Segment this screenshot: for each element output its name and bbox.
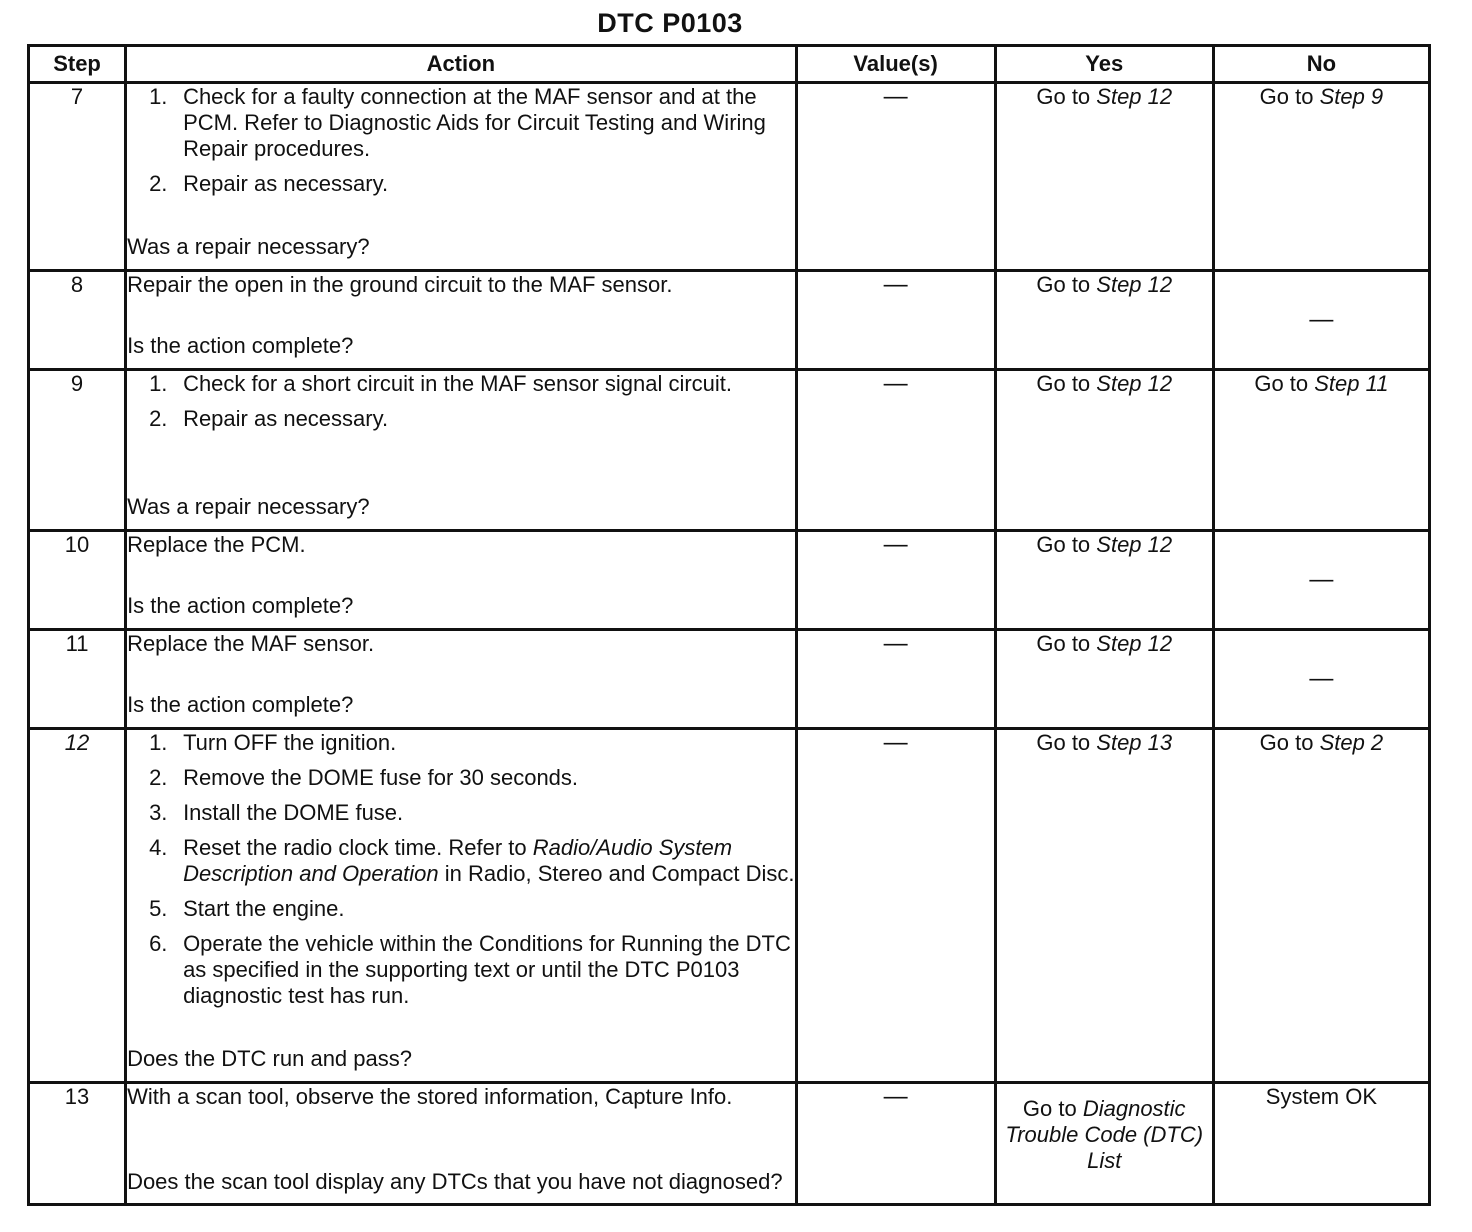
action-list xyxy=(127,371,794,441)
list-item xyxy=(149,765,794,791)
yes-step-link[interactable]: Step 12 xyxy=(1096,371,1173,396)
yes-cell xyxy=(995,531,1213,630)
dtc-table xyxy=(27,44,1431,1206)
action-text: With a scan tool, observe the stored information, Capture Info. xyxy=(127,1084,733,1109)
list-item xyxy=(149,84,794,162)
yes-step-link[interactable]: Step 12 xyxy=(1096,631,1173,656)
value-dash: — xyxy=(883,729,908,756)
value-dash: — xyxy=(883,271,908,298)
header-yes: Yes xyxy=(995,46,1213,83)
no-result: System OK xyxy=(1265,1084,1378,1109)
list-item xyxy=(149,171,794,197)
yes-step-link[interactable]: Step 13 xyxy=(1096,730,1173,755)
yes-step-link[interactable]: Step 12 xyxy=(1096,532,1173,557)
yes-prefix: Go to xyxy=(1022,1096,1083,1121)
value-cell xyxy=(796,630,995,729)
no-cell xyxy=(1213,729,1429,1083)
value-cell xyxy=(796,83,995,271)
list-item xyxy=(149,406,794,432)
step-number: 10 xyxy=(29,531,126,630)
table-row xyxy=(29,630,1430,729)
step-number: 11 xyxy=(29,630,126,729)
item-text: Repair as necessary. xyxy=(183,171,389,196)
action-cell xyxy=(126,630,796,729)
action-cell xyxy=(126,271,796,370)
table-row xyxy=(29,531,1430,630)
action-text: Replace the PCM. xyxy=(127,532,306,557)
no-cell xyxy=(1213,630,1429,729)
action-cell xyxy=(126,83,796,271)
header-value: Value(s) xyxy=(796,46,995,83)
value-dash: — xyxy=(883,531,908,558)
item-text: Install the DOME fuse. xyxy=(183,800,404,825)
yes-prefix: Go to xyxy=(1036,84,1097,109)
item-text-post: in Radio, Stereo and Compact Disc. xyxy=(438,861,795,886)
no-cell xyxy=(1213,531,1429,630)
item-text: Start the engine. xyxy=(183,896,345,921)
reference-link[interactable]: Radio/Audio System Description and Operation xyxy=(183,835,733,886)
step-number: 12 xyxy=(29,729,126,1083)
yes-step-link[interactable]: Diagnostic Trouble Code (DTC) List xyxy=(1005,1096,1204,1173)
action-list xyxy=(127,84,794,206)
yes-prefix: Go to xyxy=(1036,272,1097,297)
no-dash: — xyxy=(1309,566,1334,593)
header-row xyxy=(29,46,1430,83)
action-question: Is the action complete? xyxy=(127,692,354,717)
item-text xyxy=(183,835,794,887)
yes-prefix: Go to xyxy=(1036,730,1097,755)
table-row xyxy=(29,729,1430,1083)
item-text: Check for a faulty connection at the MAF sensor and at the PCM. Refer to Diagnostic Aids for Circuit Testing and Wiring Repair procedures. xyxy=(183,84,766,161)
action-cell xyxy=(126,370,796,531)
step-number: 8 xyxy=(29,271,126,370)
table-row xyxy=(29,83,1430,271)
yes-cell xyxy=(995,83,1213,271)
table-row xyxy=(29,271,1430,370)
item-text-pre: Reset the radio clock time. Refer to xyxy=(183,835,533,860)
item-number: 1. xyxy=(149,730,168,755)
step-number: 7 xyxy=(29,83,126,271)
yes-cell xyxy=(995,630,1213,729)
yes-prefix: Go to xyxy=(1036,371,1097,396)
no-step-link[interactable]: Step 9 xyxy=(1319,84,1384,109)
item-number: 5. xyxy=(149,896,168,921)
no-prefix: Go to xyxy=(1259,84,1320,109)
item-number: 2. xyxy=(149,765,168,790)
item-number: 3. xyxy=(149,800,168,825)
table-row xyxy=(29,1083,1430,1205)
no-dash: — xyxy=(1309,665,1334,692)
header-no: No xyxy=(1213,46,1429,83)
no-step-link[interactable]: Step 11 xyxy=(1314,371,1389,396)
list-item xyxy=(149,835,794,887)
item-text: Repair as necessary. xyxy=(183,406,389,431)
item-number: 4. xyxy=(149,835,168,860)
item-text: Operate the vehicle within the Conditions for Running the DTC as specified in the supporting text or until the DTC P0103 diagnostic test has run. xyxy=(183,931,791,1008)
no-prefix: Go to xyxy=(1254,371,1315,396)
action-list xyxy=(127,730,794,1018)
value-dash: — xyxy=(883,370,908,397)
list-item xyxy=(149,371,794,397)
value-dash: — xyxy=(883,1083,908,1110)
no-cell xyxy=(1213,370,1429,531)
no-dash: — xyxy=(1309,306,1334,333)
item-number: 2. xyxy=(149,171,168,196)
item-number: 2. xyxy=(149,406,168,431)
list-item xyxy=(149,730,794,756)
item-number: 1. xyxy=(149,371,168,396)
value-cell xyxy=(796,531,995,630)
action-question: Does the DTC run and pass? xyxy=(127,1046,412,1071)
yes-prefix: Go to xyxy=(1036,631,1097,656)
action-question: Is the action complete? xyxy=(127,593,354,618)
action-question: Does the scan tool display any DTCs that you have not diagnosed? xyxy=(127,1169,783,1194)
action-cell xyxy=(126,531,796,630)
action-question: Was a repair necessary? xyxy=(127,234,370,259)
value-cell xyxy=(796,370,995,531)
item-text: Turn OFF the ignition. xyxy=(183,730,397,755)
action-cell xyxy=(126,729,796,1083)
value-cell xyxy=(796,1083,995,1205)
action-cell xyxy=(126,1083,796,1205)
yes-cell xyxy=(995,271,1213,370)
yes-step-link[interactable]: Step 12 xyxy=(1096,84,1173,109)
table-row xyxy=(29,370,1430,531)
action-text: Replace the MAF sensor. xyxy=(127,631,375,656)
list-item xyxy=(149,800,794,826)
no-cell xyxy=(1213,1083,1429,1205)
no-cell xyxy=(1213,271,1429,370)
no-prefix: Go to xyxy=(1259,730,1320,755)
page-title: DTC P0103 xyxy=(597,8,743,38)
no-step-link[interactable]: Step 2 xyxy=(1319,730,1384,755)
yes-step-link[interactable]: Step 12 xyxy=(1096,272,1173,297)
yes-cell xyxy=(995,1083,1213,1205)
header-step: Step xyxy=(29,46,126,83)
step-number: 9 xyxy=(29,370,126,531)
item-number: 6. xyxy=(149,931,168,956)
action-text: Repair the open in the ground circuit to the MAF sensor. xyxy=(127,272,673,297)
action-question: Was a repair necessary? xyxy=(127,494,370,519)
value-cell xyxy=(796,729,995,1083)
list-item xyxy=(149,896,794,922)
value-dash: — xyxy=(883,630,908,657)
item-text: Remove the DOME fuse for 30 seconds. xyxy=(183,765,579,790)
action-question: Is the action complete? xyxy=(127,333,354,358)
yes-prefix: Go to xyxy=(1036,532,1097,557)
no-cell xyxy=(1213,83,1429,271)
item-text: Check for a short circuit in the MAF sensor signal circuit. xyxy=(183,371,733,396)
yes-cell xyxy=(995,729,1213,1083)
list-item xyxy=(149,931,794,1009)
value-dash: — xyxy=(883,83,908,110)
yes-cell xyxy=(995,370,1213,531)
step-number: 13 xyxy=(29,1083,126,1205)
value-cell xyxy=(796,271,995,370)
item-number: 1. xyxy=(149,84,168,109)
header-action: Action xyxy=(126,46,796,83)
